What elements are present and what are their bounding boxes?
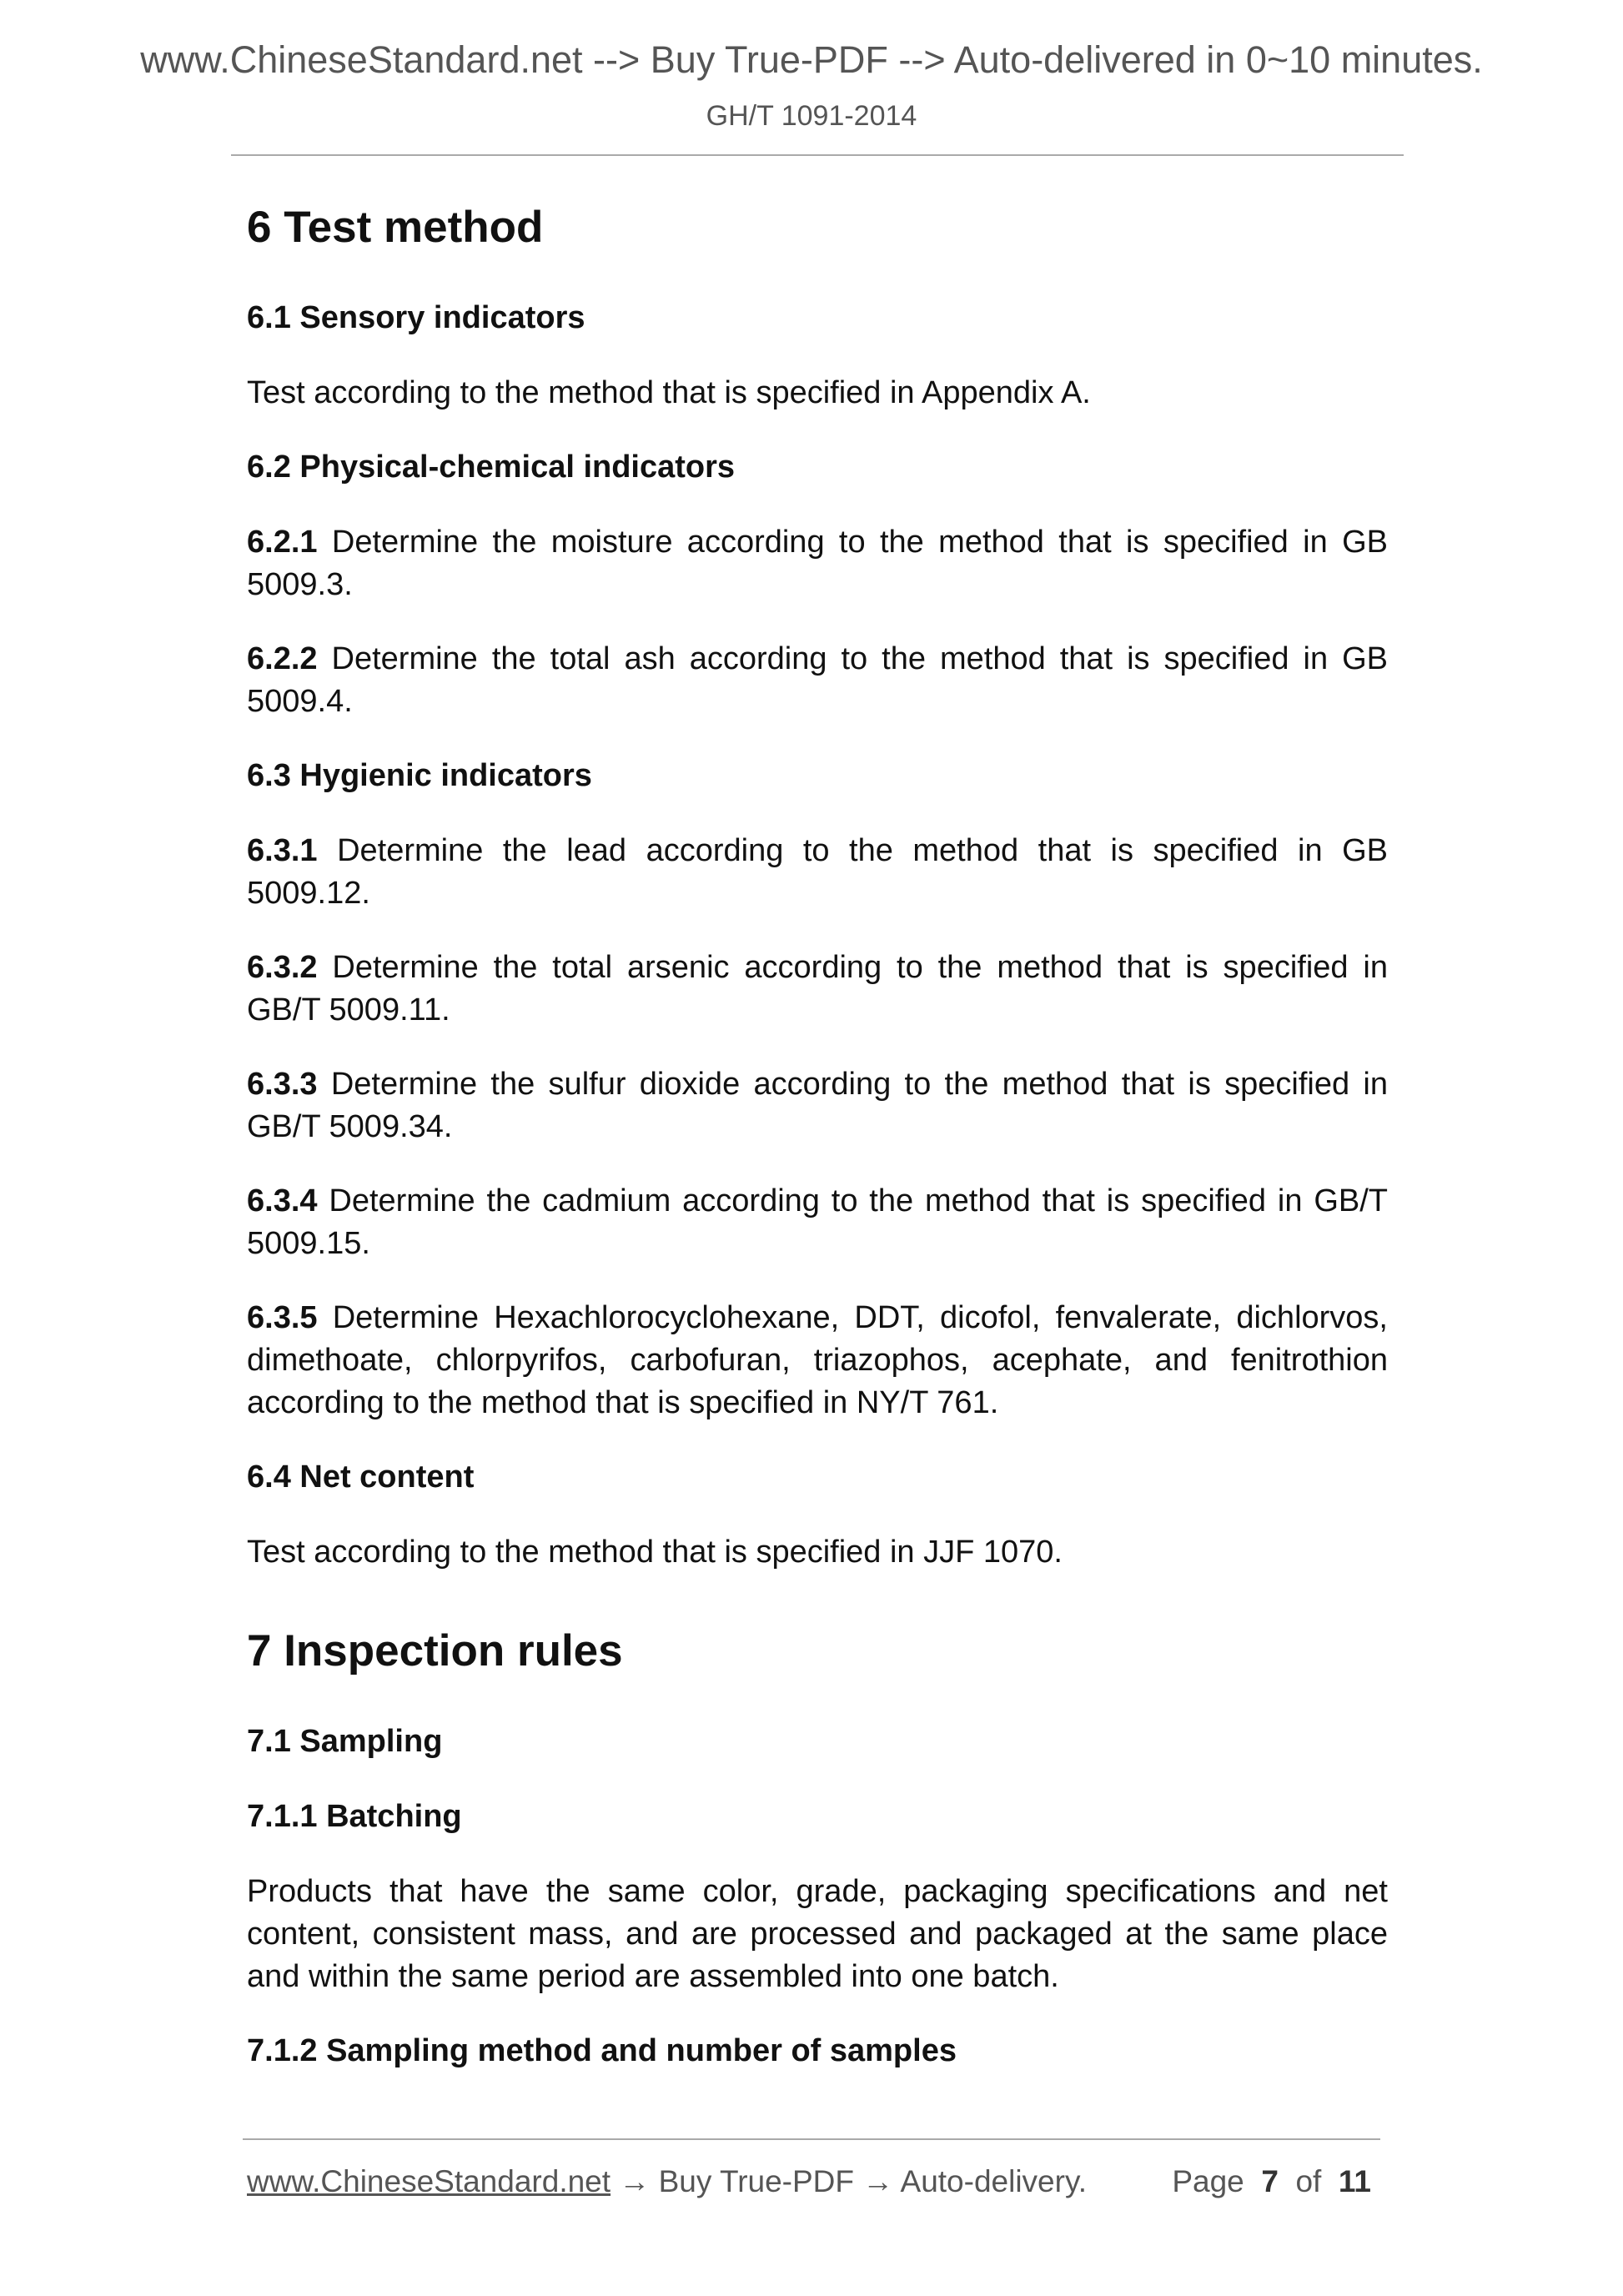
heading-6-3: 6.3 Hygienic indicators (247, 758, 592, 793)
heading-7-1-1: 7.1.1 Batching (247, 1799, 462, 1834)
clause-number: 6.3.3 (247, 1067, 318, 1102)
heading-7-1-2: 7.1.2 Sampling method and number of samples (247, 2033, 957, 2068)
clause-text: Determine the total ash according to the method that is specified in GB 5009.4. (247, 641, 1388, 719)
paragraph-6-3-5 (247, 1297, 1388, 1424)
section-6-title: 6 Test method (247, 203, 544, 252)
clause-text: Determine the total arsenic according to the method that is specified in GB/T 5009.11. (247, 950, 1388, 1027)
clause-text: Determine Hexachlorocyclohexane, DDT, dicofol, fenvalerate, dichlorvos, dimethoate, chlorpyrifos, carbofuran, triazophos, acephate, and fenitrothion according to the method that is specified in NY/T 761. (247, 1300, 1388, 1420)
clause-number: 6.2.1 (247, 525, 318, 560)
paragraph-6-1: Test according to the method that is specified in Appendix A. (247, 375, 1091, 410)
standard-code: GH/T 1091-2014 (706, 100, 917, 132)
page-of: of (1295, 2164, 1322, 2198)
footer-divider (243, 2138, 1380, 2140)
header-divider (231, 154, 1404, 156)
paragraph-6-3-3 (247, 1063, 1388, 1148)
paragraph-6-3-1 (247, 830, 1388, 915)
page-label: Page (1172, 2164, 1244, 2198)
clause-number: 6.3.1 (247, 833, 318, 868)
top-banner: www.ChineseStandard.net --> Buy True-PDF --> Auto-delivered in 0~10 minutes. (140, 38, 1483, 81)
footer-site-link[interactable]: www.ChineseStandard.net (247, 2164, 611, 2198)
paragraph-6-3-2 (247, 947, 1388, 1032)
heading-6-4: 6.4 Net content (247, 1459, 475, 1495)
clause-text: Determine the cadmium according to the method that is specified in GB/T 5009.15. (247, 1183, 1388, 1261)
clause-number: 6.2.2 (247, 641, 318, 676)
footer-links (247, 2161, 1087, 2203)
section-7-title: 7 Inspection rules (247, 1626, 623, 1676)
paragraph-6-4: Test according to the method that is specified in JJF 1070. (247, 1535, 1063, 1570)
heading-6-1: 6.1 Sensory indicators (247, 300, 585, 335)
page-current: 7 (1261, 2164, 1279, 2198)
document-body (247, 200, 1388, 2105)
page-total: 11 (1338, 2164, 1371, 2198)
heading-7-1: 7.1 Sampling (247, 1724, 443, 1759)
paragraph-6-2-1 (247, 521, 1388, 606)
clause-number: 6.3.4 (247, 1183, 318, 1218)
clause-number: 6.3.5 (247, 1300, 318, 1335)
clause-text: Determine the moisture according to the method that is specified in GB 5009.3. (247, 525, 1388, 602)
clause-text: Determine the sulfur dioxide according to the method that is specified in GB/T 5009.34. (247, 1067, 1389, 1144)
clause-text: Determine the lead according to the method that is specified in GB 5009.12. (247, 833, 1389, 911)
page-number (1172, 2161, 1371, 2203)
paragraph-6-3-4 (247, 1180, 1388, 1265)
paragraph-7-1-1: Products that have the same color, grade, packaging specifications and net content, consistent mass, and are processed and packaged at the same place and within the same period are assembled into one batch. (247, 1874, 1388, 1994)
page-footer (247, 2161, 1381, 2203)
clause-number: 6.3.2 (247, 950, 318, 985)
footer-tagline: → Buy True-PDF → Auto-delivery. (611, 2164, 1087, 2198)
heading-6-2: 6.2 Physical-chemical indicators (247, 450, 736, 485)
paragraph-6-2-2 (247, 638, 1388, 723)
